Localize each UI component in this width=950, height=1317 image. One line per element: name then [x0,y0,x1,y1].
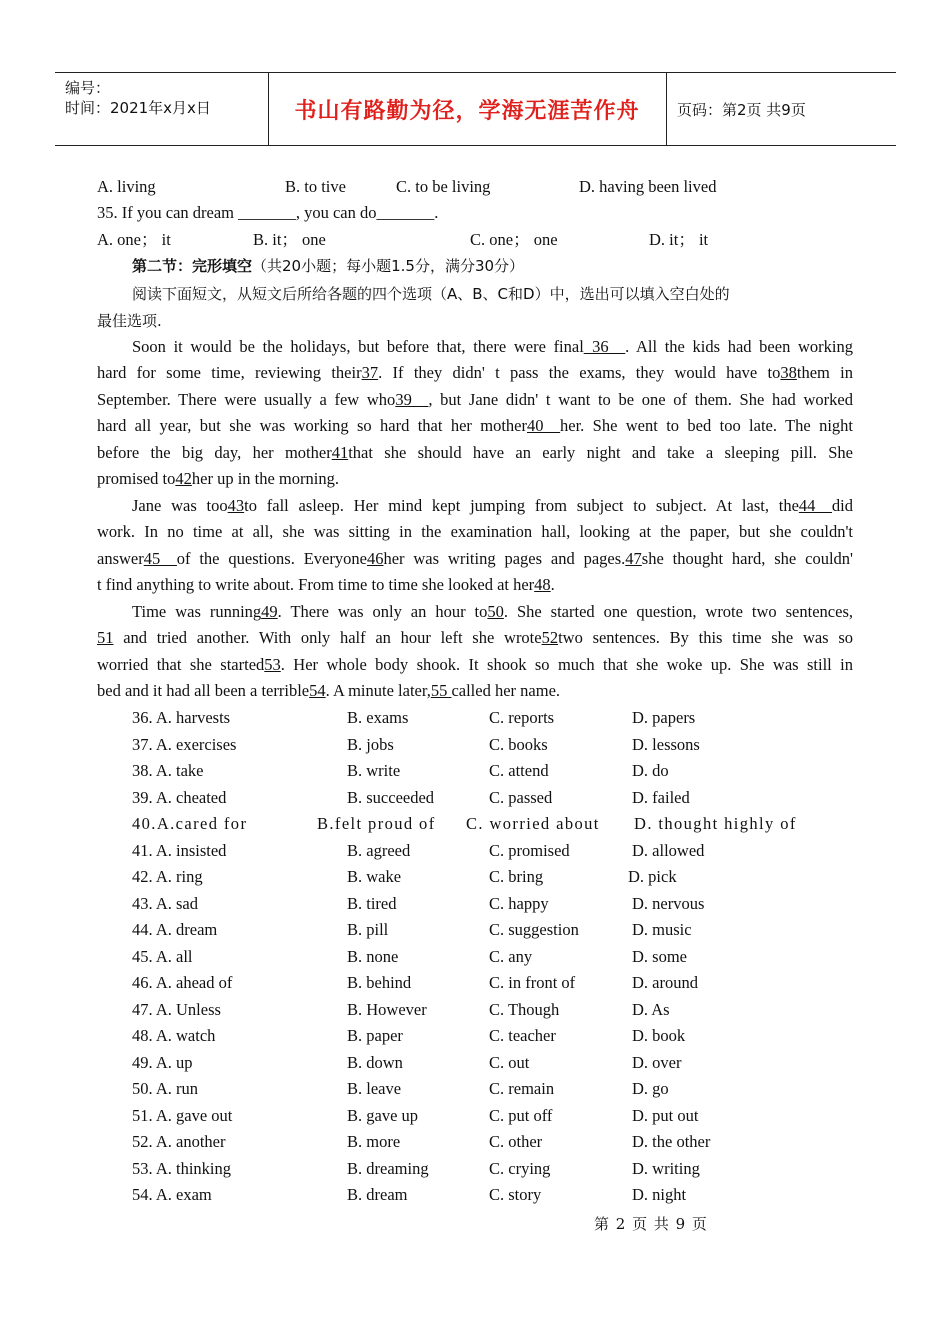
option-choice: B. pill [347,920,389,939]
option-choice: D. lessons [632,734,700,754]
option-choice: C. Though [489,999,560,1019]
option-question: 52. A. another [132,1132,226,1151]
option-choice: C. worried about [466,814,600,833]
option-choice: D. book [632,1026,686,1045]
header-divider [666,73,667,145]
passage-line: Soon it would be the holidays, but before that, there were final_36__. All the kids had been working [132,337,853,356]
section-note: （共20小题；每小题1.5分，满分30分） [252,257,525,275]
option: D. having been lived [579,177,717,196]
option: A. living [97,177,156,196]
blank: 40__ [527,416,560,435]
blank: 55 [430,681,452,700]
option-choice: C. happy [489,893,549,913]
passage-line: hard for some time, reviewing their37. If they didn' t pass the exams, they would have to38them in [97,363,854,382]
option-choice: D. music [632,920,692,939]
option-choice: B. dream [347,1185,408,1204]
option-choice: D. the other [632,1132,711,1151]
option-choice: D. put out [632,1105,699,1125]
section-heading [132,255,853,277]
option-question: 48. A. watch [132,1026,216,1045]
option-choice: C. in front of [489,973,576,992]
option-question: 36. A. harvests [132,708,231,727]
option-question: 41. A. insisted [132,840,227,860]
page-footer: 第 2 页 共 9 页 [594,1215,708,1233]
option-choice: D. night [632,1185,687,1204]
passage-line: t find anything to write about. From time to time she looked at her48. [97,575,555,594]
option-choice: D. pick [628,867,677,886]
passage-line: answer45__of the questions. Everyone46her was writing pages and pages.47she thought hard, she couldn' [97,549,853,568]
option-choice: C. teacher [489,1026,556,1045]
option-question: 43. A. sad [132,893,198,913]
option-choice: D. allowed [632,840,705,860]
option-choice: D. failed [632,787,690,807]
blank: 39__ [395,390,429,409]
option-choice: B. paper [347,1026,403,1045]
option-choice: D. As [632,999,670,1019]
option-choice: C. suggestion [489,920,579,939]
option-question: 51. A. gave out [132,1105,233,1125]
option-question: 37. A. exercises [132,734,237,754]
option-choice: C. bring [489,867,544,886]
option-choice: C. put off [489,1105,553,1125]
option-choice: B. down [347,1052,403,1072]
option-choice: B.felt proud of [317,814,436,833]
option-question: 44. A. dream [132,920,218,939]
passage-line: September. There were usually a few who39__, but Jane didn' t want to be one of them. She had worked [97,390,853,409]
option-choice: B. exams [347,708,409,727]
option-question: 50. A. run [132,1079,198,1098]
option-question: 53. A. thinking [132,1158,232,1178]
number-label: 编号： [65,79,111,97]
option-choice: B. agreed [347,840,411,860]
option-choice: C. story [489,1185,542,1204]
blank: 48 [534,575,551,594]
blank: 51 [97,628,114,647]
option-choice: C. books [489,734,548,754]
option: D. it； it [649,230,709,249]
blank: 37 [361,363,379,382]
option-choice: D. go [632,1079,669,1098]
blank: 46 [366,549,384,568]
option-choice: B. gave up [347,1105,419,1125]
option-choice: C. other [489,1132,543,1151]
passage-line: 51 and tried another. With only half an hour left she wrote52two sentences. By this time she was so [97,628,853,647]
option-choice: C. any [489,946,533,966]
option-question: 39. A. cheated [132,787,227,807]
option-choice: D. nervous [632,893,705,913]
blank: 54 [309,681,326,700]
option-choice: B. dreaming [347,1158,429,1178]
time-label: 时间：2021年x月x日 [65,99,211,117]
option-choice: C. attend [489,761,549,780]
blank: 53 [264,655,281,674]
option-choice: C. out [489,1052,530,1072]
blank: 38 [780,363,797,382]
option-choice: D. some [632,946,687,966]
blank: 44__ [798,496,832,515]
option: B. it； one [253,230,326,249]
option-choice: B. behind [347,973,412,992]
option: C. to be living [396,177,491,196]
option-choice: C. promised [489,840,570,860]
blank: 49 [261,602,278,621]
passage-line: Jane was too43to fall asleep. Her mind kept jumping from subject to subject. At last, the44__did [132,496,853,515]
page-number-label: 页码：第2页 共9页 [677,101,806,119]
option-choice: D. papers [632,708,696,727]
option-choice: B. none [347,946,399,966]
blank: 45__ [143,549,177,568]
instruction-line: 最佳选项. [97,312,162,330]
instruction-line: 阅读下面短文，从短文后所给各题的四个选项（A、B、C和D）中，选出可以填入空白处的 [132,285,730,303]
passage-line: worried that she started53. Her whole body shook. It shook so much that she woke up. She was still in [97,655,853,674]
blank: 52 [541,628,559,647]
passage-line: promised to42her up in the morning. [97,469,339,488]
q35-stem: 35. If you can dream _______, you can do_______. [97,203,439,222]
option-choice: C. reports [489,708,555,727]
passage-line: Time was running49. There was only an hour to50. She started one question, wrote two sentences, [132,602,853,621]
option-question: 45. A. all [132,946,193,966]
passage-line: bed and it had all been a terrible54. A minute later,55 called her name. [97,681,561,700]
passage-line: hard all year, but she was working so hard that her mother40__her. She went to bed too late. The night [97,416,854,435]
option: C. one； one [470,230,558,249]
option-question: 49. A. up [132,1052,193,1072]
option-choice: D. over [632,1052,682,1072]
section-title: 第二节：完形填空 [132,257,253,275]
option-choice: C. passed [489,787,553,807]
blank: 42 [175,469,192,488]
option-question: 42. A. ring [132,867,203,886]
option: B. to tive [285,177,346,196]
option-choice: D. do [632,761,669,780]
option-choice: D. thought highly of [634,814,797,833]
option: A. one； it [97,230,171,249]
option-choice: B. succeeded [347,787,435,807]
option-choice: C. remain [489,1079,555,1098]
blank: _36__ [583,337,626,356]
option-choice: B. tired [347,893,397,913]
option-question: 47. A. Unless [132,999,221,1019]
blank: 43 [227,496,245,515]
page-header [55,72,896,146]
option-question: 54. A. exam [132,1185,212,1204]
header-motto: 书山有路勤为径，学海无涯苦作舟 [294,98,640,124]
header-meta [65,78,211,118]
option-question: 46. A. ahead of [132,973,233,992]
option-choice: B. more [347,1132,401,1151]
blank: 50 [487,602,504,621]
option-question: 40.A.cared for [132,814,248,833]
blank: 47 [625,549,642,568]
option-question: 38. A. take [132,761,204,780]
option-choice: D. around [632,973,698,992]
option-choice: B. write [347,761,401,780]
passage-line: before the big day, her mother41that she should have an early night and take a sleeping pill. She [97,443,853,462]
option-choice: B. However [347,999,427,1019]
option-choice: B. jobs [347,734,394,754]
blank: 41 [331,443,349,462]
option-choice: B. wake [347,867,402,886]
option-choice: C. crying [489,1158,551,1178]
passage-line: work. In no time at all, she was sitting in the examination hall, looking at the paper, but she couldn't [97,522,853,541]
option-choice: D. writing [632,1158,700,1178]
option-choice: B. leave [347,1079,402,1098]
